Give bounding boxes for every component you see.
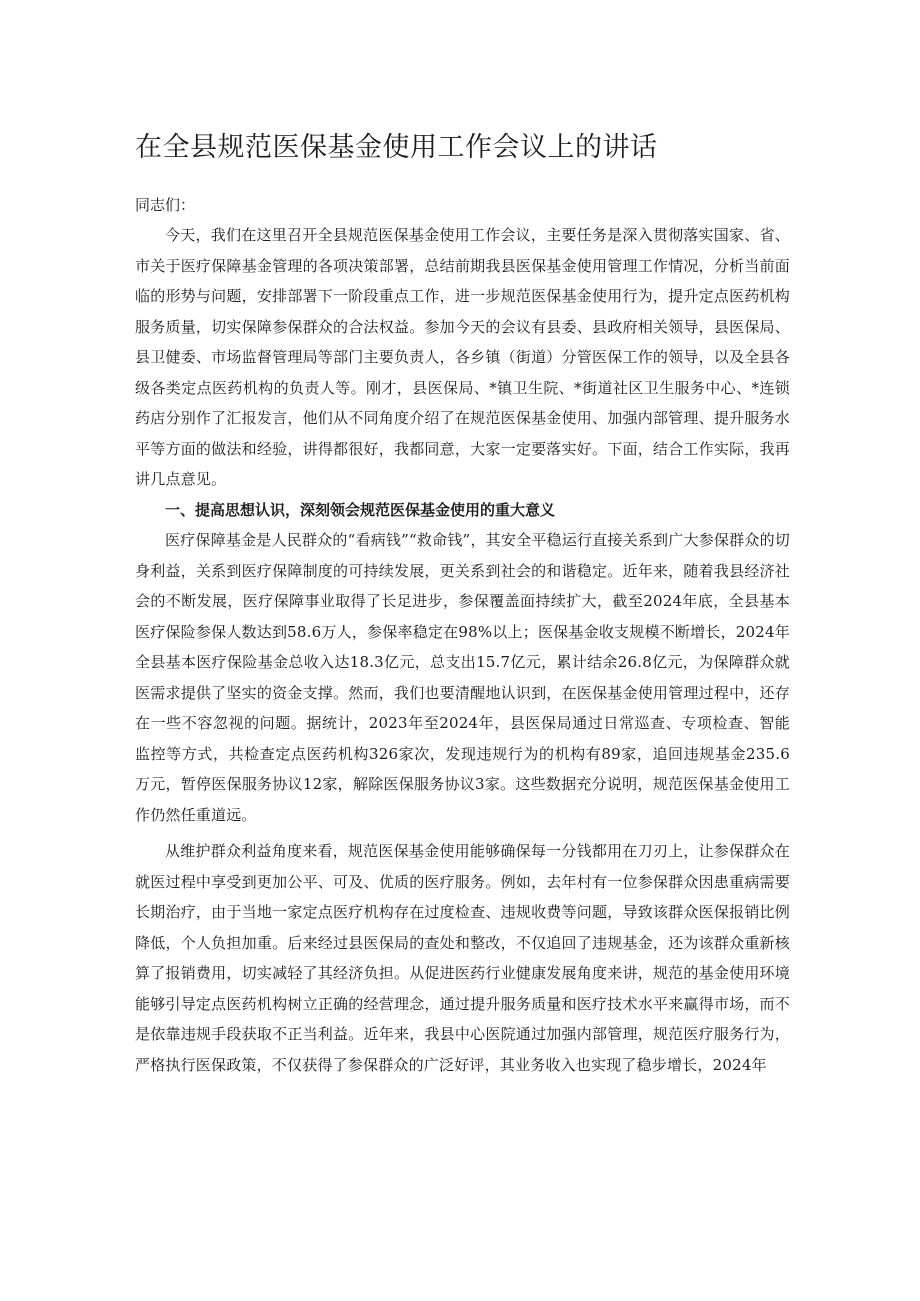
document-page (135, 120, 790, 1080)
section-heading: 一、提高思想认识，深刻领会规范医保基金使用的重大意义 (165, 500, 556, 519)
section-paragraph: 从维护群众利益角度来看，规范医保基金使用能够确保每一分钱都用在刀刃上，让参保群众在就医过程中享受到更加公平、可及、优质的医疗服务。例如，去年村有一位参保群众因患重病需要长期治疗，由于当地一家定点医疗机构存在过度检查、违规收费等问题，导致该群众医保报销比例降低，个人负担加重。后来经过县医保局的查处和整改，不仅追回了违规基金，还为该群众重新核算了报销费用，切实减轻了其经济负担。从促进医药行业健康发展角度来讲，规范的基金使用环境能够引导定点医药机构树立正确的经营理念，通过提升服务质量和医疗技术水平来赢得市场，而不是依靠违规手段获取不正当利益。近年来，我县中心医院通过加强内部管理，规范医疗服务行为，严格执行医保政策，不仅获得了参保群众的广泛好评，其业务收入也实现了稳步增长，2024年 (135, 842, 790, 1074)
section-paragraph: 医疗保障基金是人民群众的“看病钱”“救命钱”，其安全平稳运行直接关系到广大参保群众的切身利益，关系到医疗保障制度的可持续发展，更关系到社会的和谐稳定。近年来，随着我县经济社会的不断发展，医疗保障事业取得了长足进步，参保覆盖面持续扩大，截至2024年底，全县基本医疗保险参保人数达到58.6万人，参保率稳定在98%以上；医保基金收支规模不断增长，2024年全县基本医疗保险基金总收入达18.3亿元，总支出15.7亿元，累计结余26.8亿元，为保障群众就医需求提供了坚实的资金支撑。然而，我们也要清醒地认识到，在医保基金使用管理过程中，还存在一些不容忽视的问题。据统计，2023年至2024年，县医保局通过日常巡查、专项检查、智能监控等方式，共检查定点医药机构326家次，发现违规行为的机构有89家，追回违规基金235.6万元，暂停医保服务协议12家，解除医保服务协议3家。这些数据充分说明，规范医保基金使用工作仍然任重道远。 (135, 531, 790, 824)
salutation: 同志们： (135, 196, 196, 215)
document-title: 在全县规范医保基金使用工作会议上的讲话 (135, 132, 658, 163)
intro-paragraph: 今天，我们在这里召开全县规范医保基金使用工作会议，主要任务是深入贯彻落实国家、省、市关于医疗保障基金管理的各项决策部署，总结前期我县医保基金使用管理工作情况，分析当前面临的形势与问题，安排部署下一阶段重点工作，进一步规范医保基金使用行为，提升定点医药机构服务质量，切实保障参保群众的合法权益。参加今天的会议有县委、县政府相关领导，县医保局、县卫健委、市场监督管理局等部门主要负责人，各乡镇（街道）分管医保工作的领导，以及全县各级各类定点医药机构的负责人等。刚才，县医保局、*镇卫生院、*街道社区卫生服务中心、*连锁药店分别作了汇报发言，他们从不同角度介绍了在规范医保基金使用、加强内部管理、提升服务水平等方面的做法和经验，讲得都很好，我都同意，大家一定要落实好。下面，结合工作实际，我再讲几点意见。 (135, 226, 790, 489)
